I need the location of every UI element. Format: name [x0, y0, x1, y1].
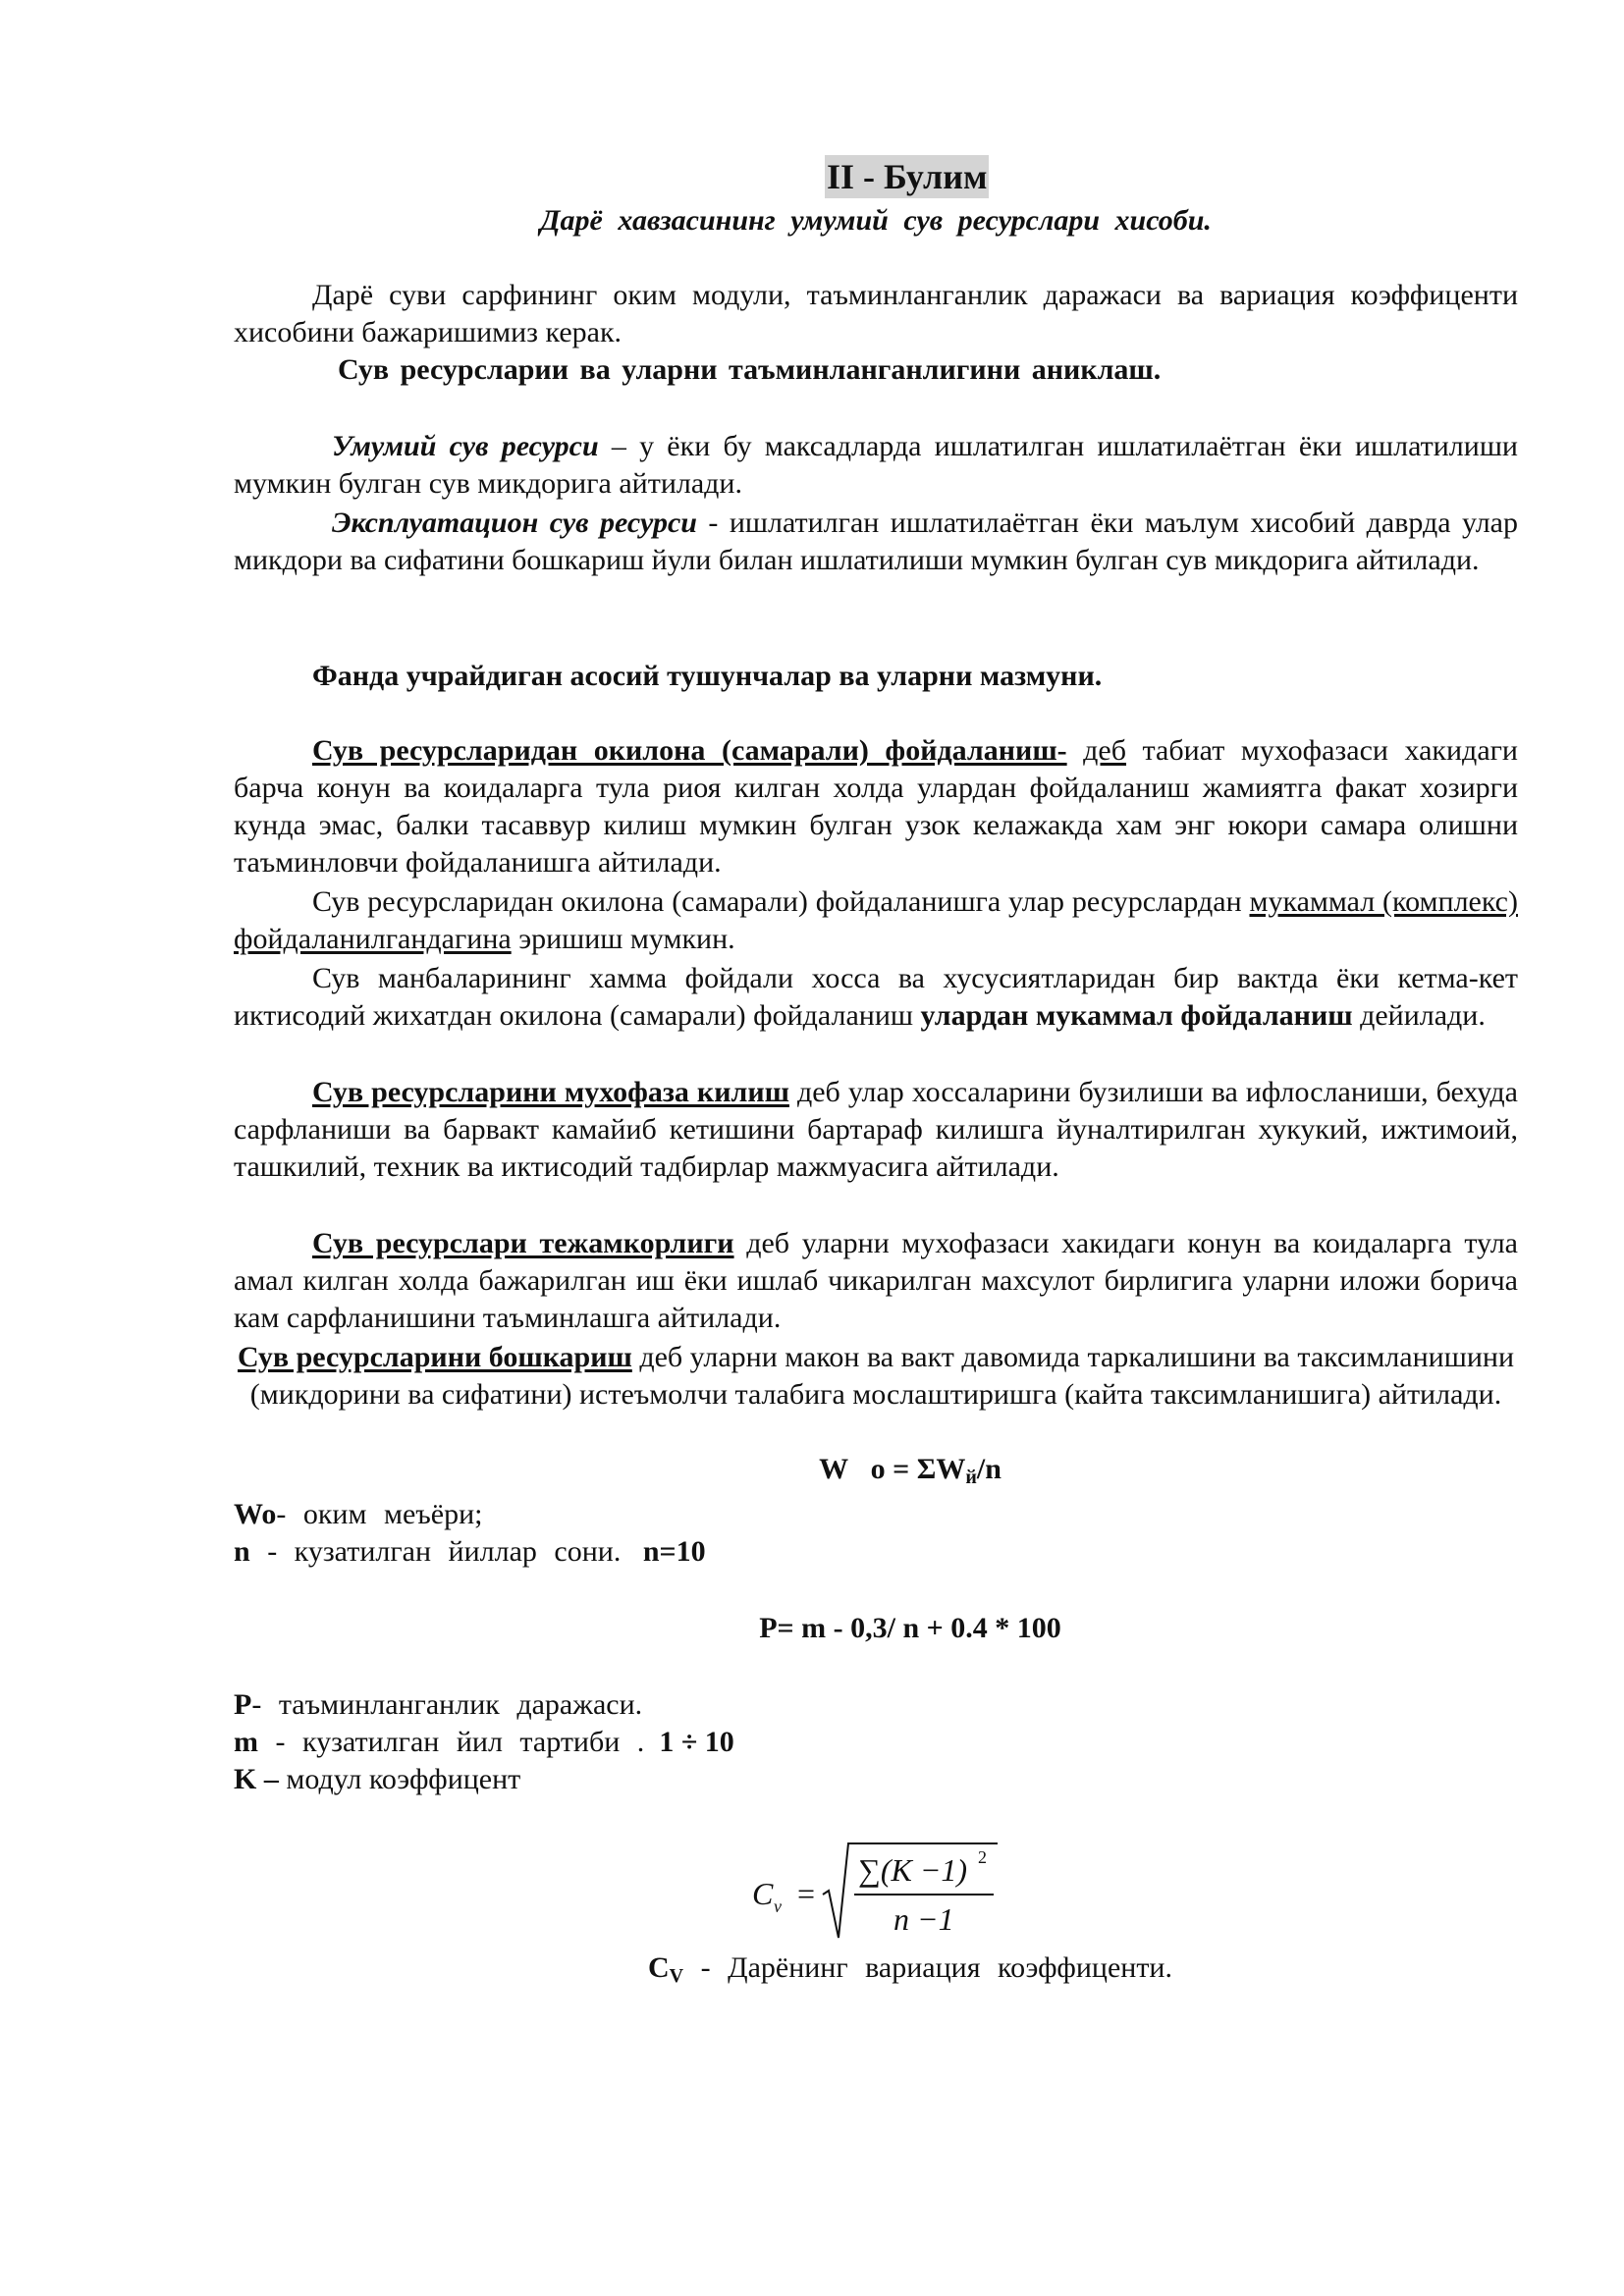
legend-m [234, 1724, 1518, 1761]
legend-text: - оким меъёри; [276, 1498, 483, 1530]
bold-phrase: улардан мукаммал фойдаланиш [920, 999, 1353, 1032]
paragraph-text-end: эришиш мумкин. [511, 923, 735, 955]
paragraph-water-protection [234, 1074, 1518, 1186]
formula-lhs-sub: o [870, 1453, 886, 1485]
concept-term: Сув ресурсларини мухофаза килиш [312, 1076, 789, 1108]
paragraph-rational-use-complex [234, 883, 1518, 958]
section-subtitle: Дарё хавзасининг умумий сув ресурслари хисоби. [540, 204, 1212, 237]
underlined-phrase: мукаммал (комплекс) фойдаланилгандагина [234, 885, 1518, 955]
section-title: II - Булим [827, 157, 988, 196]
concept-connector: деб [1083, 734, 1127, 767]
legend-text: - кузатилган йил тартиби . [258, 1726, 645, 1758]
cv-numerator: ∑(K −1) [858, 1852, 968, 1888]
definition-term: Умумий сув ресурси [332, 430, 599, 462]
legend-wo [234, 1496, 1518, 1533]
heading-water-resources: Сув ресурсларии ва уларни таъминланганлигини аниклаш. [338, 353, 1162, 386]
paragraph-complete-use [234, 960, 1518, 1035]
definition-text: – у ёки бу максадларда ишлатилган ишлатилаётган ёки ишлатилиши мумкин булган сув микдорига айтилади. [234, 430, 1518, 500]
concept-term: Сув ресурсларини бошкариш [237, 1341, 632, 1373]
cv-numerator-exp: 2 [978, 1847, 987, 1867]
concept-term: Сув ресурсларидан окилона (самарали) фойдаланиш- [312, 734, 1067, 767]
cv-lhs: C [752, 1876, 774, 1911]
legend-symbol: Wo [234, 1498, 277, 1530]
caption-symbol: C [647, 1951, 670, 1984]
legend-text: модул коэффицент [278, 1763, 521, 1795]
legend-symbol: m [234, 1726, 258, 1758]
paragraph-rational-use [234, 732, 1518, 881]
concept-text: деб уларни мухофазаси хакидаги конун ва коидаларга тула амал килган холда бажарилган иш ёки ишлаб чикарилган махсулот бирлигига уларни иложи борича кам сарфланишини таъминлашга айтилади. [234, 1227, 1519, 1334]
formula-rhs: = ΣW [893, 1453, 966, 1485]
definition-text: - ишлатилган ишлатилаётган ёки маълум хисобий даврда улар микдори ва сифатини бошкариш йули билан ишлатилиши мумкин булган сув микдорига айтилади. [234, 507, 1518, 576]
cv-denominator: n −1 [893, 1901, 954, 1937]
legend-text: - кузатилган йиллар сони. [249, 1535, 622, 1568]
definition-operational-resource [234, 505, 1518, 579]
concept-term: Сув ресурслари тежамкорлиги [312, 1227, 734, 1259]
formula-probability: P= m - 0,3/ n + 0.4 * 100 [759, 1612, 1061, 1644]
legend-k [234, 1761, 1518, 1798]
legend-text: - таъминланганлик даражаси. [251, 1688, 643, 1721]
formula-rhs-sub: й [965, 1467, 977, 1488]
legend-symbol: P [234, 1688, 252, 1721]
legend-n [234, 1533, 1518, 1571]
legend-value: n=10 [642, 1535, 706, 1568]
formula-runoff-norm [234, 1451, 1518, 1496]
caption-text: - Дарёнинг вариация коэффиценти. [683, 1951, 1172, 1984]
cv-lhs-sub: v [774, 1896, 782, 1916]
legend-symbol: n [234, 1535, 250, 1568]
caption-symbol-sub: V [669, 1965, 684, 1987]
formula-tail: /n [976, 1453, 1001, 1485]
definition-total-resource [234, 428, 1518, 503]
formula-variation-coefficient [746, 1836, 1001, 1944]
legend-value: 1 ÷ 10 [659, 1726, 734, 1758]
concept-text: деб уларни макон ва вакт давомида таркалишини ва таксимланишини (микдорини ва сифатини) истеъмолчи талабига мослаштиришга (кайта таксимланишига) айтилади. [249, 1341, 1514, 1411]
paragraph-text-end: дейилади. [1352, 999, 1486, 1032]
heading-basic-concepts: Фанда учрайдиган асосий тушунчалар ва уларни мазмуни. [312, 660, 1103, 692]
definition-term: Эксплуатацион сув ресурси [332, 507, 697, 539]
intro-paragraph: Дарё суви сарфининг оким модули, таъминланганлик даражаси ва вариация коэффиценти хисобини бажаришимиз керак. [234, 279, 1518, 348]
cv-caption [234, 1949, 1518, 1995]
legend-symbol: K – [234, 1763, 279, 1795]
cv-equals: = [797, 1876, 816, 1911]
formula-lhs: W [819, 1453, 849, 1485]
paragraph-water-economy [234, 1225, 1518, 1337]
legend-p [234, 1686, 1518, 1724]
paragraph-water-management [234, 1339, 1518, 1414]
concept-text: табиат мухофазаси хакидаги барча конун ва коидаларга тула риоя килган холда улардан фойдаланиш жамиятга факат хозирги кунда эмас, балки тасаввур килиш мумкин булган узок келажакда хам энг юкори самара олишни таъминловчи фойдаланишга айтилади. [234, 734, 1518, 879]
paragraph-text: Сув манбаларининг хамма фойдали хосса ва хусусиятларидан бир вактда ёки кетма-кет иктисодий жихатдан окилона (самарали) фойдаланиш [234, 962, 1518, 1032]
paragraph-text: Сув ресурсларидан окилона (самарали) фойдаланишга улар ресурслардан [312, 885, 1250, 918]
concept-text: деб улар хоссаларини бузилиши ва ифлосланиши, бехуда сарфланиши ва барвакт камайиб кетишини бартараф килишга йуналтирилган хукукий, ижтимоий, ташкилий, техник ва иктисодий тадбирлар мажмуасига айтилади. [234, 1076, 1518, 1183]
